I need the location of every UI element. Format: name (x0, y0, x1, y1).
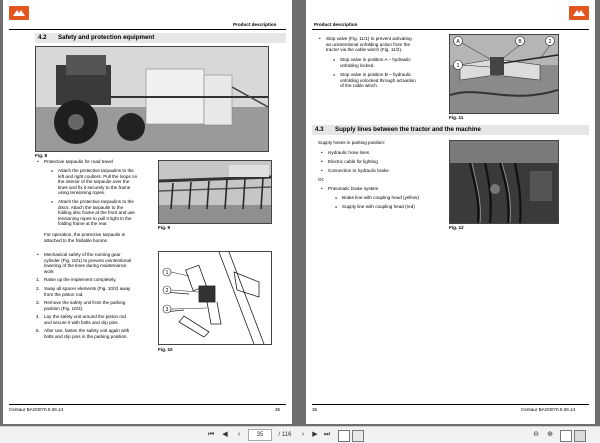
footer-page-number: 35 (275, 407, 281, 412)
supply-intro: Supply hoses in parking position: (318, 140, 386, 145)
figure-11-caption: Fig. 11 (449, 115, 464, 120)
single-page-icon[interactable] (560, 430, 572, 442)
right-page (306, 0, 595, 424)
step-4: 4. Lay the safety unit around the piston rod and secure it with bolts and clip pins. (36, 314, 126, 325)
fig10-label-1: 1 (165, 270, 169, 276)
next-page-icon[interactable]: ▶ (312, 431, 318, 438)
total-pages-label: / 116 (278, 432, 292, 438)
bullet-protective-tarpaulin: • Protective tarpaulin for road travel (44, 159, 144, 165)
page-header: Product description (314, 22, 358, 27)
figure-9-caption: Fig. 9 (158, 225, 170, 230)
viewer-toolbar (0, 426, 600, 443)
step-1: 1. Raise up the implement completely. (36, 277, 117, 282)
figure-8-photo (35, 46, 269, 152)
footer-page-number: 36 (312, 407, 318, 412)
supply-line-red: o Supply line with coupling head (red) (342, 204, 442, 210)
figure-10-drawing (158, 251, 272, 345)
supply-hydraulic-hoses: • Hydraulic hose lines (328, 150, 438, 156)
two-page-view-icon[interactable] (352, 430, 364, 442)
section-title: Safety and protection equipment (58, 34, 155, 41)
figure-12-photo (449, 140, 559, 224)
sub-stop-valve-a: o Stop valve in position A – hydraulic unfolding locked. (340, 57, 440, 68)
section-number: 4.2 (38, 34, 47, 41)
header-rule (9, 29, 286, 30)
page-number-input[interactable]: 35 (248, 429, 272, 441)
step-3: 3. Remove the safety unit from the parking position (Fig. 10/3). (36, 300, 126, 311)
left-page (3, 0, 292, 424)
brake-line-yellow: o Brake line with coupling head (yellow) (342, 195, 442, 201)
section-title: Supply lines between the tractor and the machine (335, 126, 481, 133)
fig11-label-b: B (518, 39, 522, 45)
fig10-label-2: 2 (165, 288, 169, 294)
figure-10-caption: Fig. 10 (158, 347, 173, 352)
footer-rule (9, 404, 286, 405)
sub-item-discs: o Attach the protective tarpaulins to the discs. Attach the tarpaulin to the folding disc frame at the front and use tensioning ropes to pull it tight to the folding frame at the rear. (58, 199, 150, 227)
previous-page-icon[interactable]: ◀ (222, 431, 228, 438)
zoom-out-icon[interactable]: ⊖ (533, 431, 539, 438)
operation-note: For operation, the protective tarpaulin is attached to the foldable booms. (44, 232, 125, 243)
or-label: Or: (318, 177, 325, 182)
section-heading (312, 125, 589, 135)
fig10-label-3: 3 (165, 307, 169, 313)
header-rule (312, 29, 589, 30)
fig11-label-a: A (456, 39, 460, 45)
section-number: 4.3 (315, 126, 324, 133)
step-5: 5. After use, fasten the safety unit again with bolts and clip pins in the parking position. (36, 328, 130, 339)
amazone-logo (9, 6, 29, 20)
sub-item-coulters: o Attach the protective tarpaulins to the left and right coulters. Pull the loops on the interior of the tarpaulin over the tines and fix it securely to the frame using tensioning ropes. (58, 168, 150, 196)
supply-electric-cable: • Electric cable for lighting (328, 159, 438, 165)
figure-11-photo (449, 34, 559, 114)
first-page-icon[interactable]: ⏮ (207, 431, 215, 438)
page-header: Product description (233, 22, 277, 27)
footer-doc-id: Centaur BAG0070.5 06.14 (521, 407, 576, 412)
amazone-logo (569, 6, 589, 20)
supply-pneumatic-brake: • Pneumatic brake system (328, 186, 438, 192)
footer-rule (312, 404, 589, 405)
previous-page-chevron-icon[interactable]: ‹ (237, 431, 241, 438)
footer-doc-id: Centaur BAG0070.5 06.14 (9, 407, 64, 412)
bullet-stop-valve: • Stop valve (Fig. 11/1) to prevent activating an unintentional unfolding action from the tractor via the cable winch (Fig. 11/2). (326, 36, 441, 53)
fig11-label-2: 2 (548, 39, 552, 45)
next-page-chevron-icon[interactable]: › (301, 431, 305, 438)
figure-8-caption: Fig. 8 (35, 153, 47, 158)
section-heading (35, 33, 286, 43)
last-page-icon[interactable]: ⏭ (323, 431, 331, 438)
fig11-label-1: 1 (456, 63, 460, 69)
grid-view-icon[interactable] (574, 430, 586, 442)
zoom-in-icon[interactable]: ⊕ (547, 431, 553, 438)
sub-stop-valve-b: o Stop valve in position B – hydraulic unfolding unlocked through activation of the cable winch. (340, 72, 440, 89)
step-2: 2. Sway all spacer elements (Fig. 10/2) away from the piston rod. (36, 286, 131, 297)
bullet-mechanical-safety: • Mechanical safety of the running gear cylinder (Fig. 10/1) to prevent unintentional lowering of the tines during maintenance work (44, 252, 154, 274)
figure-12-caption: Fig. 12 (449, 225, 464, 230)
fit-page-icon[interactable] (338, 430, 350, 442)
figure-9-photo (158, 160, 272, 224)
supply-hydraulic-brake: • Connection to hydraulic brake (328, 168, 438, 174)
